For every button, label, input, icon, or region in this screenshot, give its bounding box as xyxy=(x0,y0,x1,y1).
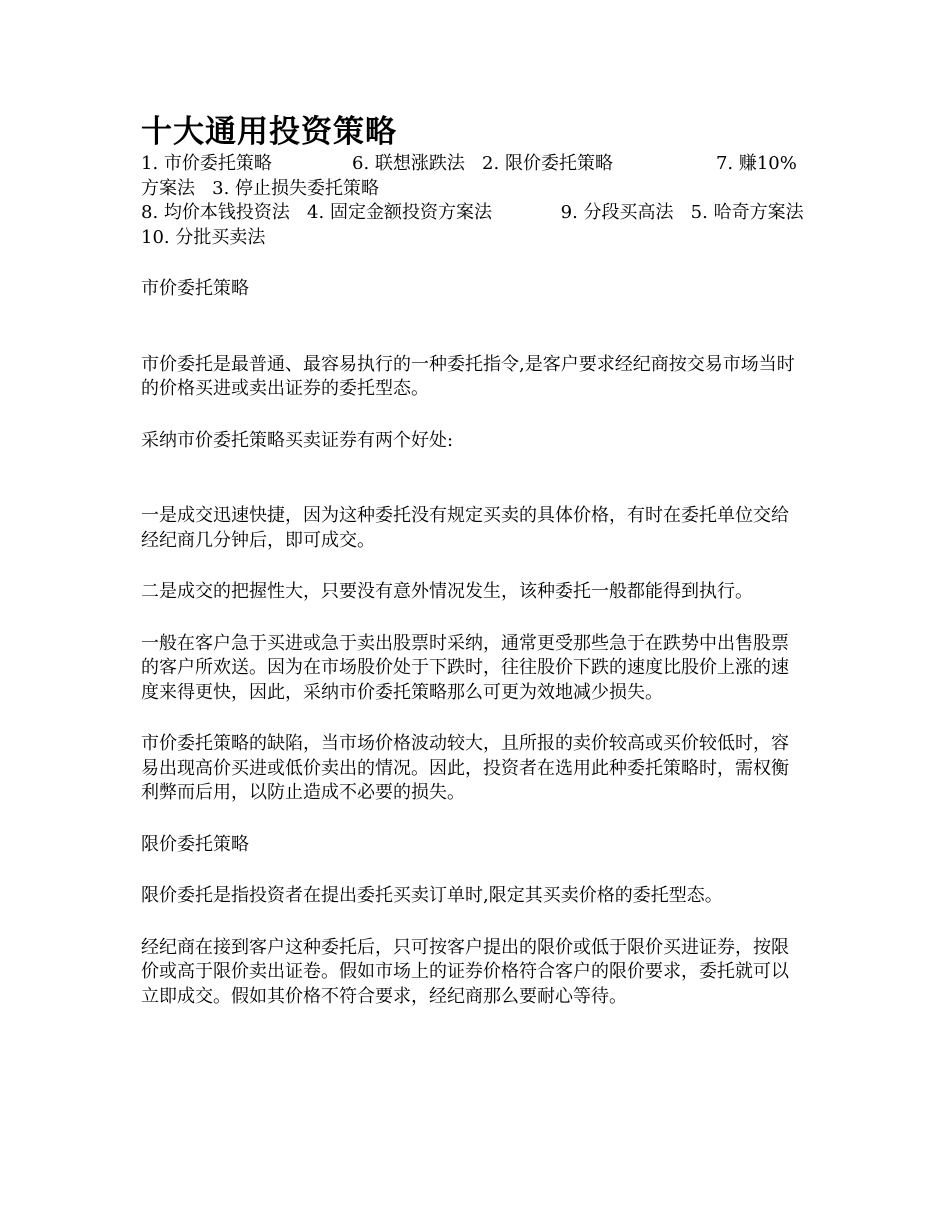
paragraph: 经纪商在接到客户这种委托后，只可按客户提出的限价或低于限价买进证券，按限价或高于限价卖出证卷。假如市场上的证券价格符合客户的限价要求，委托就可以立即成交。假如其价格不符合要求，经纪商那么要耐心等待。 xyxy=(141,936,789,1007)
toc-line-1: 1. 市价委托策略 6. 联想涨跌法 2. 限价委托策略 7. 赚10%方案法 3. 停止损失委托策略 xyxy=(141,153,797,199)
section-heading-limit-order: 限价委托策略 xyxy=(141,833,249,855)
paragraph: 市价委托策略的缺陷，当市场价格波动较大，且所报的卖价较高或买价较低时，容易出现高价买进或低价卖出的情况。因此，投资者在选用此种委托策略时，需权衡利弊而后用，以防止造成不必要的损失。 xyxy=(141,733,789,803)
paragraph: 采纳市价委托策略买卖证券有两个好处: xyxy=(141,429,454,451)
paragraph: 一般在客户急于买进或急于卖出股票时采纳，通常更受那些急于在跌势中出售股票的客户所欢送。因为在市场股价处于下跌时，往往股价下跌的速度比股价上涨的速度来得更快，因此，采纳市价委托策略那么可更为效地减少损失。 xyxy=(141,632,789,703)
table-of-contents xyxy=(141,152,919,250)
paragraph: 二是成交的把握性大，只要没有意外情况发生，该种委托一般都能得到执行。 xyxy=(141,581,753,602)
paragraph: 市价委托是最普通、最容易执行的一种委托指令,是客户要求经纪商按交易市场当时的价格买进或卖出证券的委托型态。 xyxy=(141,353,795,399)
paragraph: 一是成交迅速快捷，因为这种委托没有规定买卖的具体价格，有时在委托单位交给经纪商几分钟后，即可成交。 xyxy=(141,505,789,551)
paragraph: 限价委托是指投资者在提出委托买卖订单时,限定其买卖价格的委托型态。 xyxy=(141,885,723,906)
toc-line-2: 8. 均价本钱投资法 4. 固定金额投资方案法 9. 分段买高法 5. 哈奇方案法 10. 分批买卖法 xyxy=(141,202,919,248)
document-page xyxy=(141,112,919,1009)
section-heading-market-order: 市价委托策略 xyxy=(141,278,249,299)
document-title: 十大通用投资策略 xyxy=(141,114,397,150)
